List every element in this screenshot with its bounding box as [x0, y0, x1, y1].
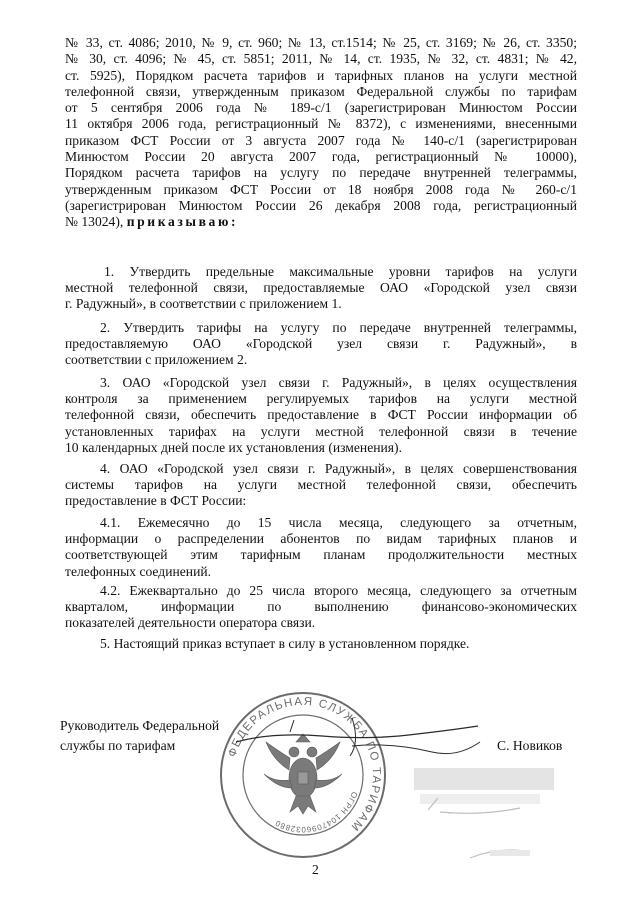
item-line: показателей деятельности оператора связи.: [65, 615, 316, 631]
item-line: местной телефонной связи, предоставляемые ОАО «Городской узел связи: [65, 280, 577, 295]
item-line: 4. ОАО «Городской узел связи г. Радужный», в целях совершенствования: [100, 461, 577, 476]
signatory-title-line-2: службы по тарифам: [60, 738, 176, 753]
item-line: 4.2. Ежеквартально до 25 числа второго месяца, следующего за отчетным: [100, 583, 577, 598]
item-line: телефонной связи, обеспечить предоставление в ФСТ России информации об: [65, 407, 577, 423]
order-word: приказываю:: [126, 214, 239, 230]
intro-line: (зарегистрирован Минюстом России 26 декабря 2008 года, регистрационный: [65, 197, 577, 213]
item-line: кварталом, информации по выполнению финансово-экономических: [65, 599, 577, 614]
item-line: предоставляемую ОАО «Городской узел связи г. Радужный», в: [65, 336, 577, 351]
item-line: г. Радужный», в соответствии с приложением 1.: [65, 296, 342, 312]
item-line: предоставление в ФСТ России:: [65, 493, 247, 509]
item-5: [100, 636, 577, 652]
item-2-cont: [65, 336, 577, 369]
item-4-2-cont: [65, 599, 577, 632]
item-1-cont: [65, 280, 577, 313]
signatory-title-line-1: Руководитель Федеральной: [60, 718, 220, 733]
item-line: соответствии с приложением 2.: [65, 352, 248, 368]
intro-line: ст. 5925), Порядком расчета тарифов и тарифных планов на услуги местной: [65, 67, 577, 83]
intro-line: от 5 сентября 2006 года № 189-с/1 (зарегистрирован Минюстом России: [65, 100, 577, 116]
item-4-cont: [65, 477, 577, 510]
item-3: [100, 375, 577, 391]
item-line: 1. Утвердить предельные максимальные уровни тарифов на услуги: [104, 264, 577, 279]
seal-inner-text: ОГРН 1047096032880: [273, 790, 360, 835]
item-line: 10 календарных дней после их установления (изменения).: [65, 439, 402, 455]
item-line: соответствующей этим тарифным планам продолжительности местных: [65, 547, 577, 563]
signatory-name: С. Новиков: [497, 738, 563, 753]
item-line: 2. Утвердить тарифы на услугу по передаче внутренней телеграммы,: [100, 320, 577, 335]
seal-outer-text: ФЕДЕРАЛЬНАЯ СЛУЖБА ПО ТАРИФАМ: [226, 695, 383, 834]
intro-last-line: [65, 214, 577, 230]
item-3-cont: [65, 391, 577, 456]
item-line: установленных тарифах на услуги местной телефонной связи в течение: [65, 423, 577, 439]
item-1: [88, 264, 577, 280]
item-4-2: [100, 583, 577, 599]
intro-line: № 33, ст. 4086; 2010, № 9, ст. 960; № 13, ст.1514; № 25, ст. 3169; № 26, ст. 3350;: [65, 35, 577, 50]
faint-stamp-marks: [410, 760, 570, 870]
intro-paragraph: [65, 35, 577, 231]
item-line: информации о распределении абонентов по видам тарифных планов и: [65, 531, 577, 546]
intro-line: телефонной связи, утвержденным приказом Федеральной службы по тарифам: [65, 83, 577, 99]
item-line: 3. ОАО «Городской узел связи г. Радужный», в целях осуществления: [100, 375, 577, 390]
page-number: 2: [312, 862, 319, 877]
intro-line: утвержденным приказом ФСТ России от 18 ноября 2008 года № 260-с/1: [65, 181, 577, 197]
item-line: телефонных соединений.: [65, 563, 212, 579]
intro-line: приказом ФСТ России от 3 августа 2007 года № 140-с/1 (зарегистрирован: [65, 132, 577, 148]
item-line: 5. Настоящий приказ вступает в силу в установленном порядке.: [100, 636, 470, 651]
item-line: контроля за применением регулируемых тарифов на услуги местной: [65, 391, 577, 406]
item-4-1-cont: [65, 531, 577, 580]
item-2: [100, 320, 577, 336]
intro-line: Порядком расчета тарифов на услугу по передаче внутренней телеграммы,: [65, 165, 577, 181]
item-4: [100, 461, 577, 477]
intro-line: № 30, ст. 4096; № 45, ст. 5851; 2011, № 14, ст. 1935, № 32, ст. 4831; № 42,: [65, 51, 577, 67]
item-line: 4.1. Ежемесячно до 15 числа месяца, следующего за отчетным,: [100, 515, 577, 530]
item-line: системы тарифов на услуги местной телефонной связи, обеспечить: [65, 477, 577, 492]
intro-last-prefix: № 13024),: [65, 214, 127, 230]
intro-line: 11 октября 2006 года, регистрационный № 8372), с изменениями, внесенными: [65, 116, 577, 132]
intro-line: Минюстом России 20 августа 2007 года, регистрационный № 10000),: [65, 149, 577, 165]
item-4-1: [100, 515, 577, 531]
